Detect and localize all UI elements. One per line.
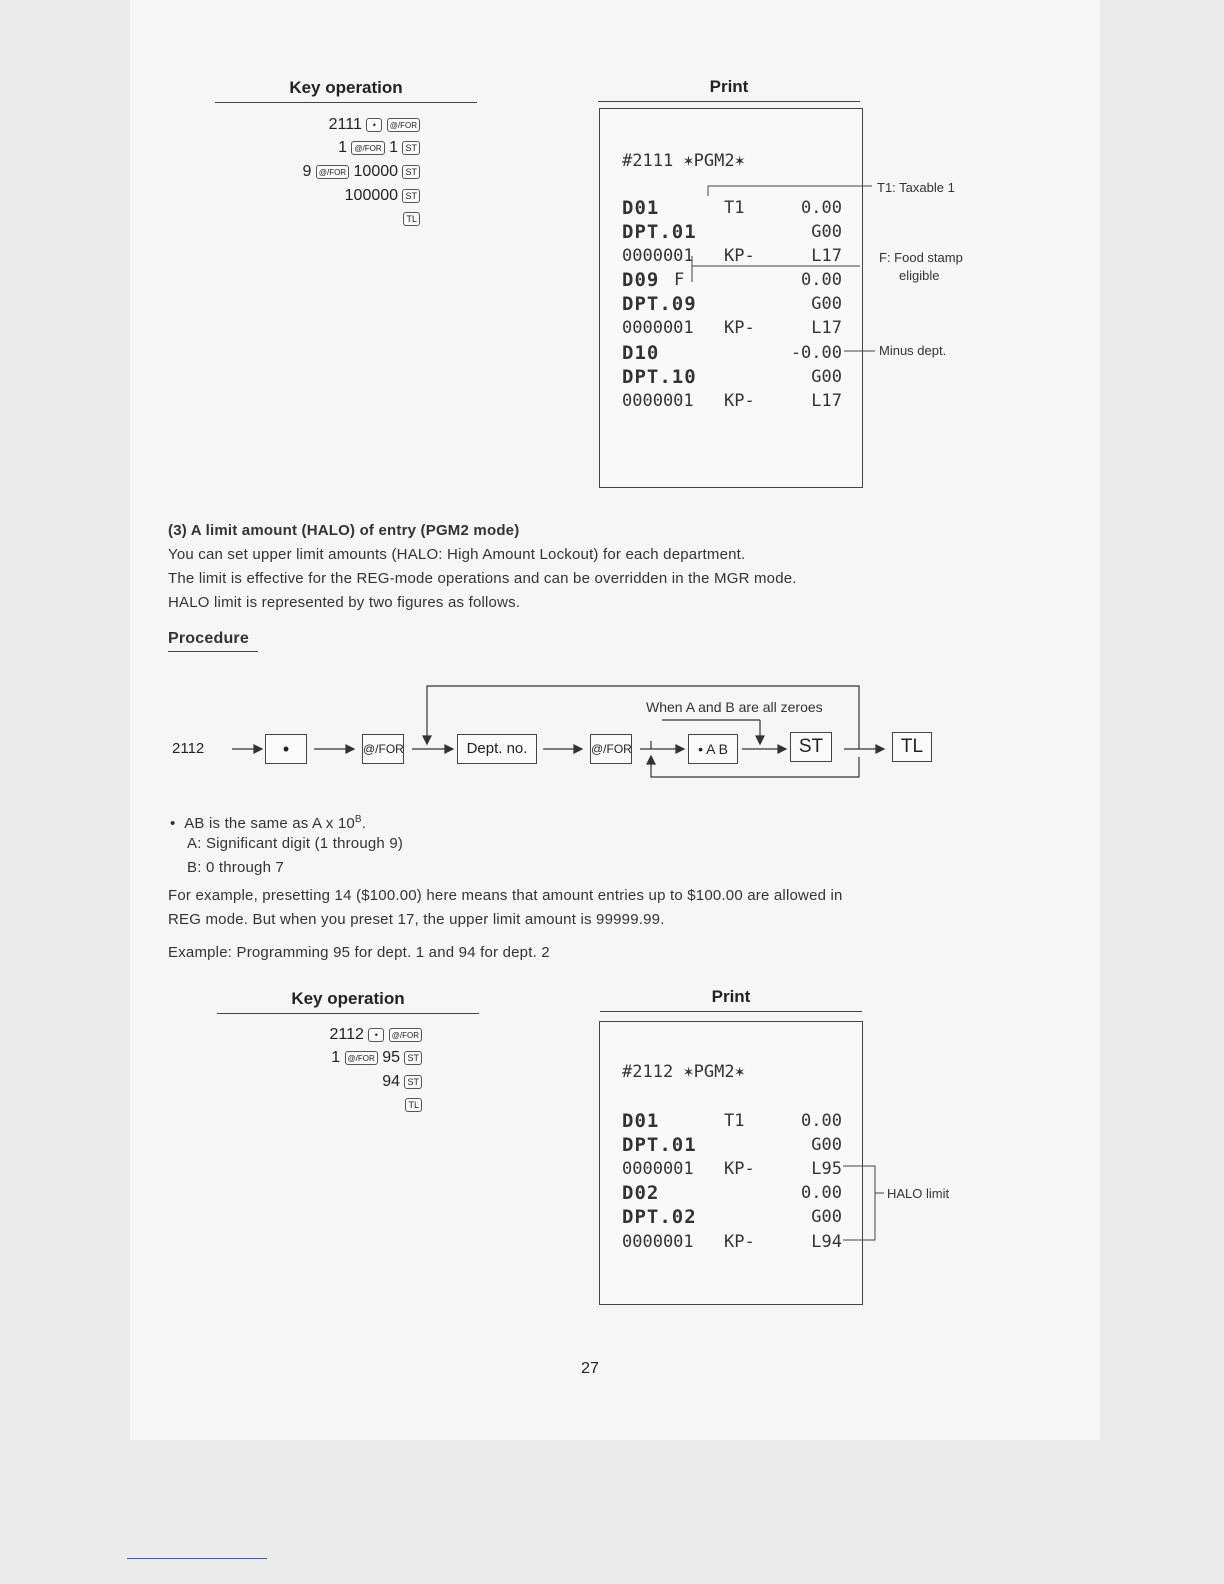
- tl-key: TL: [403, 212, 420, 226]
- key-line: 100000 ST: [260, 185, 420, 207]
- flow-ab-key: • A B: [688, 734, 738, 764]
- annotation-taxable: T1: Taxable 1: [877, 180, 955, 195]
- key-line: 94 ST: [262, 1071, 422, 1093]
- footer-rule: [127, 1558, 267, 1559]
- st-key: ST: [402, 189, 420, 203]
- example-intro: Example: Programming 95 for dept. 1 and 94 for dept. 2: [168, 944, 550, 961]
- st-key: ST: [402, 141, 420, 155]
- dot-key: •: [366, 118, 382, 132]
- receipt-line: 0000001 KP- L17: [622, 391, 842, 411]
- annotation-halo-limit: HALO limit: [887, 1186, 950, 1201]
- print-header: Print: [709, 77, 749, 96]
- body-paragraph-line: The limit is effective for the REG-mode operations and can be overridden in the MGR mode.: [168, 570, 797, 587]
- for-key: @/FOR: [387, 118, 420, 132]
- receipt-line: DPT.01 G00: [622, 221, 842, 243]
- flow-start: 2112: [172, 740, 205, 757]
- flow-st-key: ST: [790, 732, 832, 762]
- receipt-line: 0000001 KP- L94: [622, 1232, 842, 1252]
- body-paragraph-line: HALO limit is represented by two figures as follows.: [168, 594, 521, 611]
- halo-bracket: [0, 1000, 1224, 1300]
- receipt-line: 0000001 KP- L17: [622, 246, 842, 266]
- for-key: @/FOR: [389, 1028, 422, 1042]
- receipt-header: #2111 ✶PGM2✶: [622, 151, 745, 171]
- key-line: 1 @/FOR 1 ST: [260, 137, 420, 159]
- flow-dot-key: •: [265, 734, 307, 764]
- key-line: 2112 • @/FOR: [262, 1024, 422, 1046]
- example-paragraph-line: For example, presetting 14 ($100.00) here means that amount entries up to $100.00 are allowed in: [168, 887, 843, 904]
- body-paragraph-line: You can set upper limit amounts (HALO: High Amount Lockout) for each department.: [168, 546, 746, 563]
- flow-for-key: @/FOR: [590, 734, 632, 764]
- st-key: ST: [402, 165, 420, 179]
- note-ab-definition: • AB is the same as A x $10^B$.: [170, 814, 367, 832]
- key-line: 1 @/FOR 95 ST: [262, 1047, 422, 1069]
- receipt-line: D01 T1 0.00: [622, 197, 842, 219]
- for-key: @/FOR: [345, 1051, 378, 1065]
- receipt-line: DPT.10 G00: [622, 366, 842, 388]
- note-a-definition: A: Significant digit (1 through 9): [187, 835, 404, 852]
- receipt-line: D10 -0.00: [622, 342, 842, 364]
- key-line: 9 @/FOR 10000 ST: [260, 161, 420, 183]
- key-operation-header: Key operation: [289, 78, 403, 97]
- receipt-line: 0000001 KP- L17: [622, 318, 842, 338]
- annotation-minus-dept: Minus dept.: [879, 343, 947, 358]
- receipt-line: D02 0.00: [622, 1182, 842, 1204]
- for-key: @/FOR: [351, 141, 384, 155]
- key-operation-header: Key operation: [291, 989, 405, 1008]
- receipt-line: DPT.02 G00: [622, 1206, 842, 1228]
- section-title: (3) A limit amount (HALO) of entry (PGM2 mode): [168, 522, 520, 539]
- receipt-line: D01 T1 0.00: [622, 1110, 842, 1132]
- receipt-line: 0000001 KP- L95: [622, 1159, 842, 1179]
- receipt-line: D09 F 0.00: [622, 269, 842, 291]
- flow-bypass-note: When A and B are all zeroes: [646, 699, 823, 715]
- flow-for-key: @/FOR: [362, 734, 404, 764]
- st-key: ST: [404, 1075, 422, 1089]
- flow-dept-no-key: Dept. no.: [457, 734, 537, 764]
- annotation-food-stamp: F: Food stamp: [879, 250, 963, 265]
- st-key: ST: [404, 1051, 422, 1065]
- dot-key: •: [368, 1028, 384, 1042]
- print-header: Print: [711, 987, 751, 1006]
- flow-tl-key: TL: [892, 732, 932, 762]
- receipt-header: #2112 ✶PGM2✶: [622, 1062, 745, 1082]
- note-b-definition: B: 0 through 7: [187, 859, 285, 876]
- tl-key: TL: [405, 1098, 422, 1112]
- receipt-line: DPT.01 G00: [622, 1134, 842, 1156]
- procedure-label: Procedure: [168, 630, 249, 647]
- for-key: @/FOR: [316, 165, 349, 179]
- key-line: 2111 • @/FOR: [260, 114, 420, 136]
- annotation-food-stamp-2: eligible: [899, 268, 940, 283]
- example-paragraph-line: REG mode. But when you preset 17, the upper limit amount is 99999.99.: [168, 911, 665, 928]
- receipt-line: DPT.09 G00: [622, 293, 842, 315]
- page-number: 27: [581, 1360, 599, 1377]
